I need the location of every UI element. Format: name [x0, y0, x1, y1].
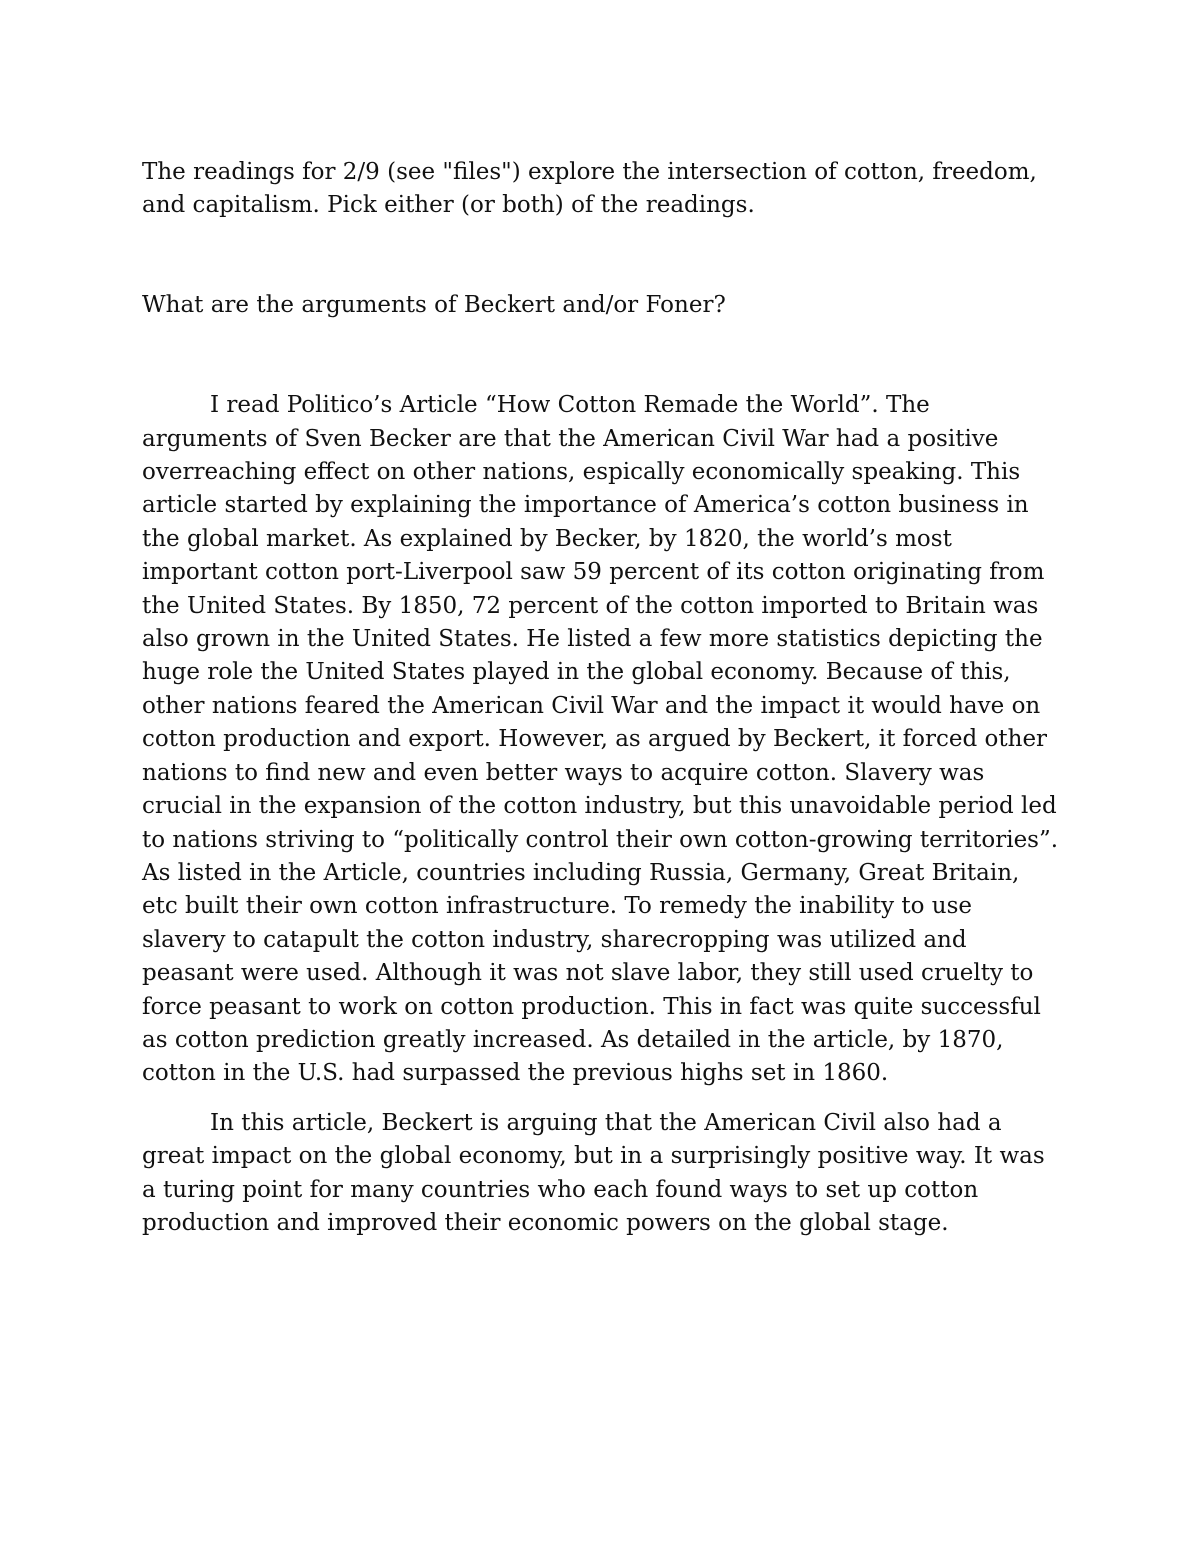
answer-paragraph-2: In this article, Beckert is arguing that the American Civil also had a great impact on the global economy, but in a surprisingly positive way. It was a turing point for many countries who each found ways to set up cotton production and improved their economic powers on the global stage.	[142, 1109, 1045, 1236]
document-body	[142, 156, 1062, 1240]
answer-paragraph-1: I read Politico’s Article “How Cotton Remade the World”. The arguments of Sven Becker are that the American Civil War had a positive overreaching effect on other nations, espically economically speaking. This article started by explaining the importance of America’s cotton business in the global market. As explained by Becker, by 1820, the world’s most important cotton port-Liverpool saw 59 percent of its cotton originating from the United States. By 1850, 72 percent of the cotton imported to Britain was also grown in the United States. He listed a few more statistics depicting the huge role the United States played in the global economy. Because of this, other nations feared the American Civil War and the impact it would have on cotton production and export. However, as argued by Beckert, it forced other nations to find new and even better ways to acquire cotton. Slavery was crucial in the expansion of the cotton industry, but this unavoidable period led to nations striving to “politically control their own cotton-growing territories”. As listed in the Article, countries including Russia, Germany, Great Britain, etc built their own cotton infrastructure. To remedy the inability to use slavery to catapult the cotton industry, sharecropping was utilized and peasant were used. Although it was not slave labor, they still used cruelty to force peasant to work on cotton production. This in fact was quite successful as cotton prediction greatly increased. As detailed in the article, by 1870, cotton in the U.S. had surpassed the previous highs set in 1860.	[142, 392, 1059, 1087]
prompt-intro: The readings for 2/9 (see "files") explore the intersection of cotton, freedom, and capitalism. Pick either (or both) of the readings.	[142, 159, 1037, 219]
prompt-question: What are the arguments of Beckert and/or Foner?	[142, 291, 726, 318]
